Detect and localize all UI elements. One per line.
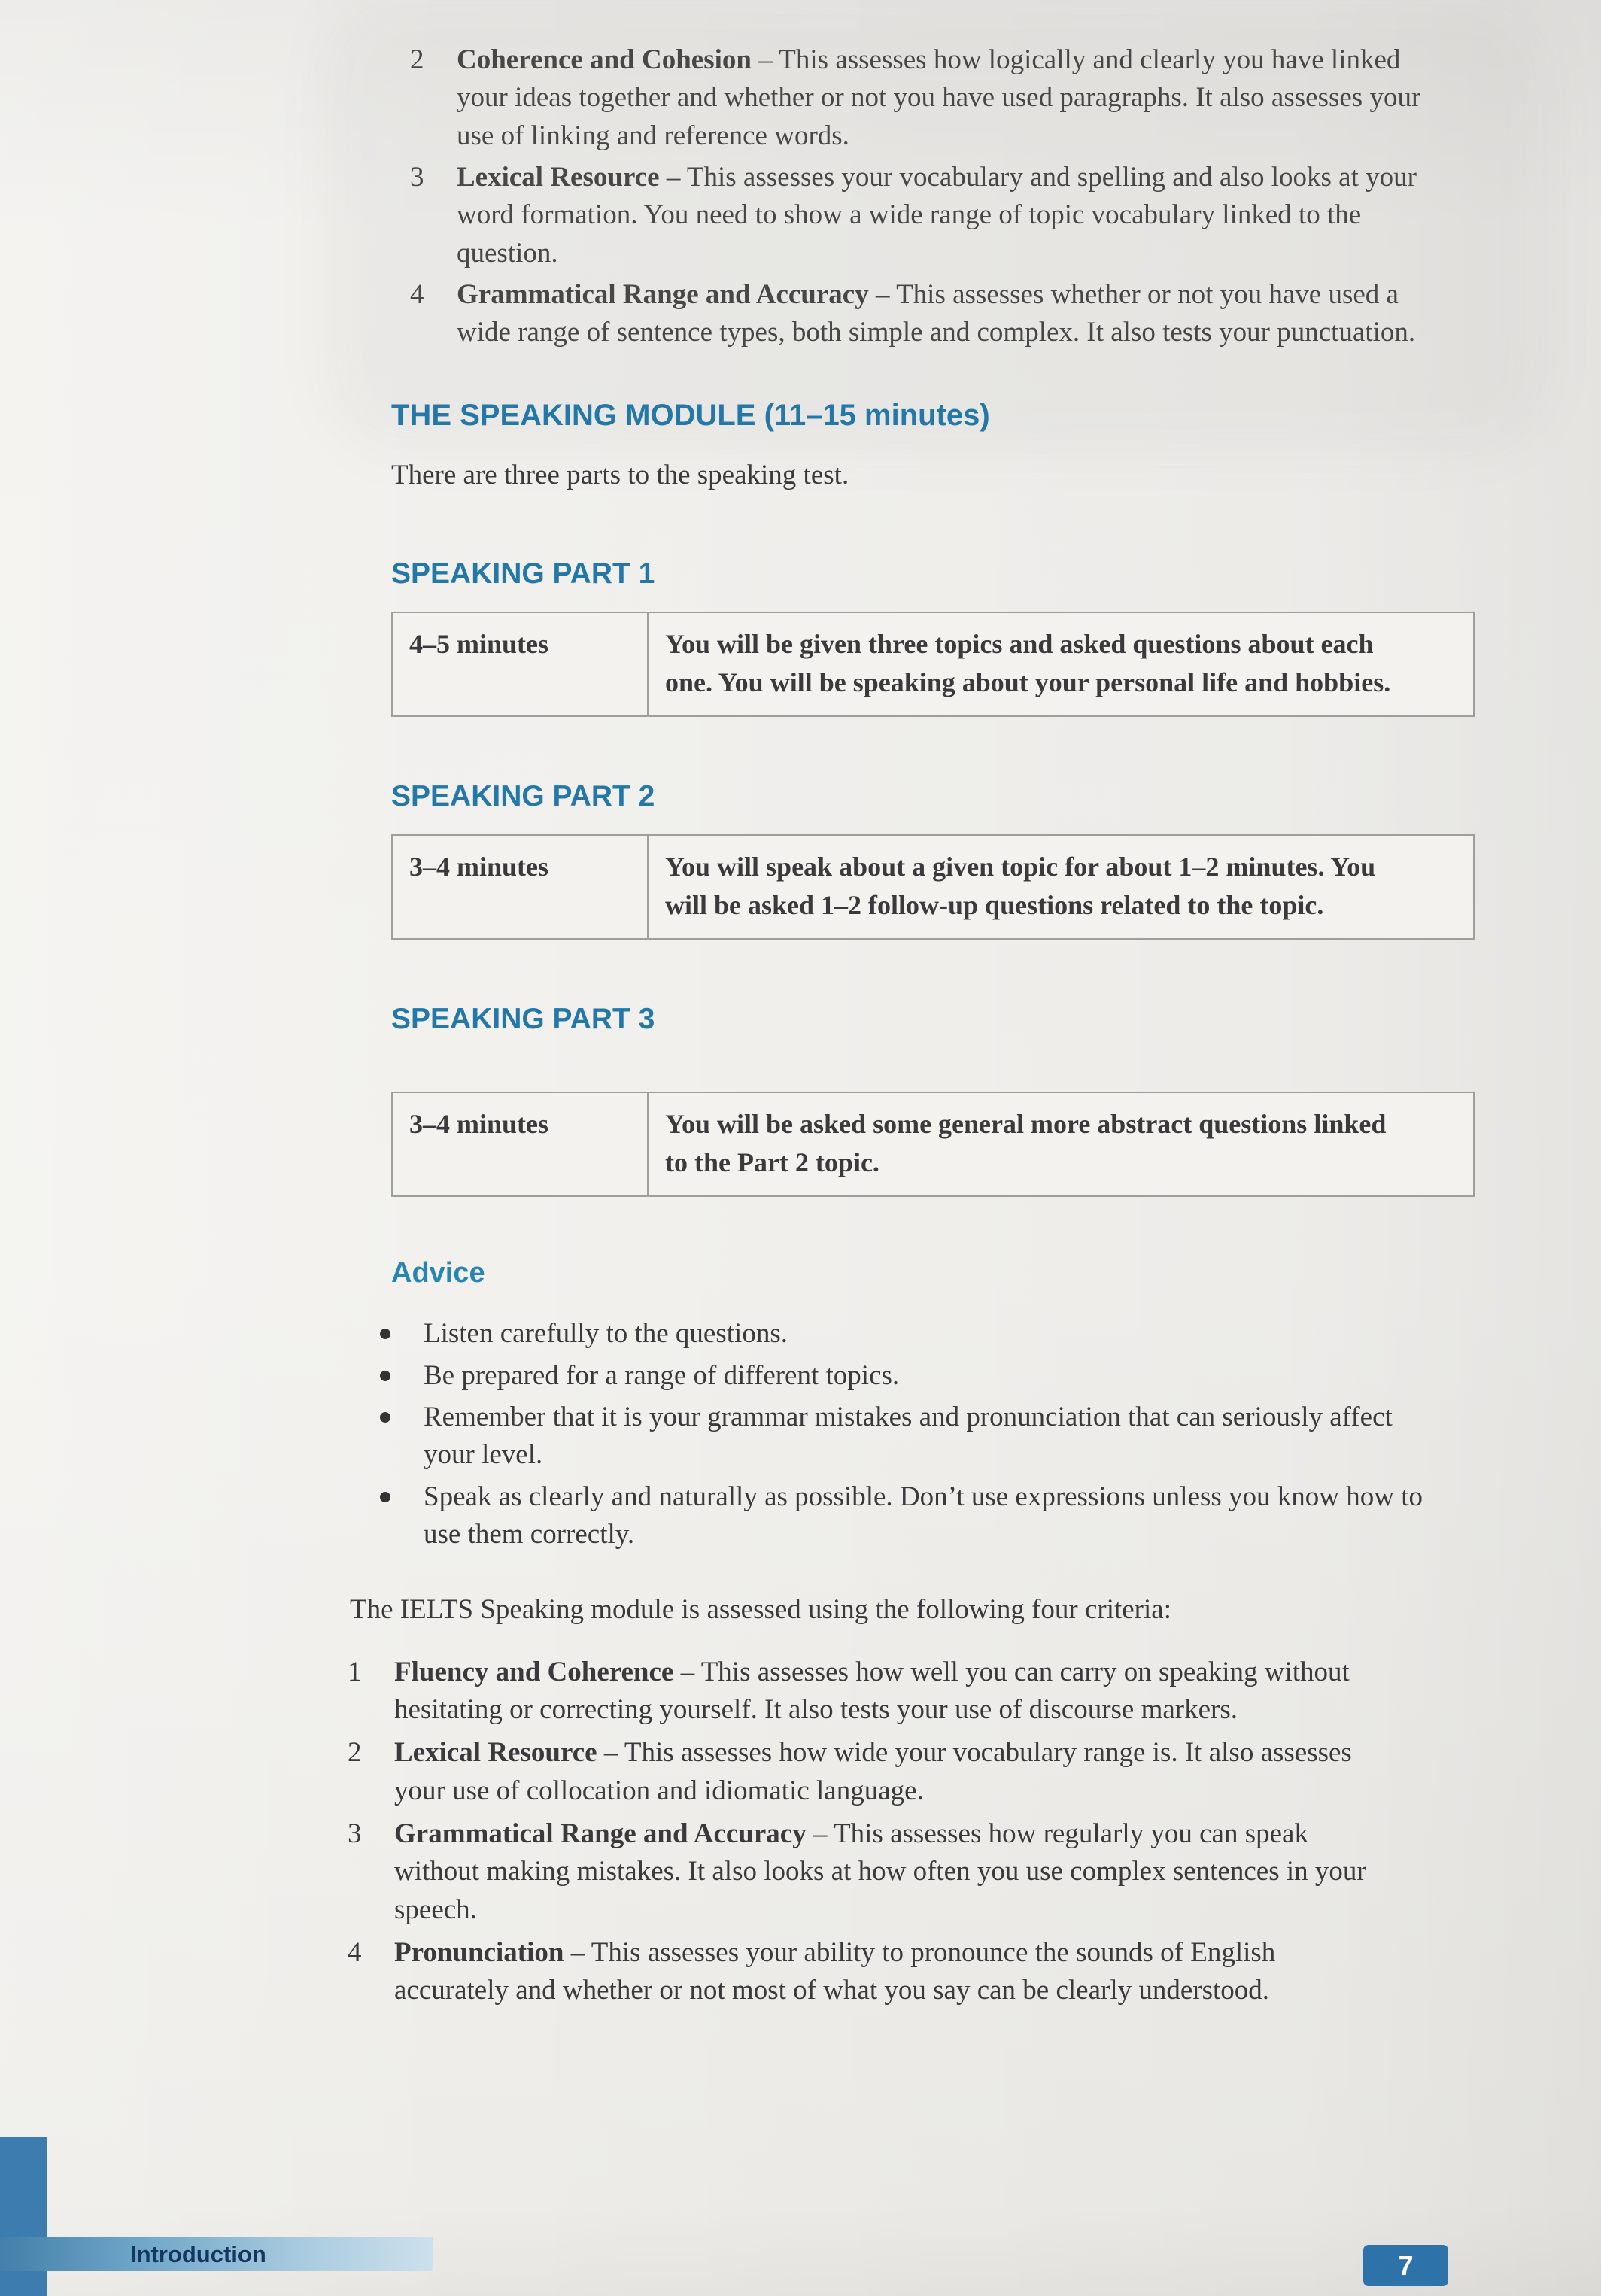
item-number: 2 [410, 44, 424, 75]
item-number: 4 [348, 1936, 362, 1968]
item-term: Fluency and Coherence [394, 1656, 674, 1687]
page-number: 7 [1398, 2249, 1414, 2281]
list-item [410, 276, 1477, 352]
advice-heading: Advice [391, 1257, 485, 1289]
item-number: 1 [348, 1656, 362, 1687]
page-edge-strip [0, 2137, 47, 2296]
item-term: Grammatical Range and Accuracy [394, 1818, 807, 1849]
bullet-icon [380, 1371, 390, 1381]
table-row [392, 1092, 1474, 1196]
speaking-part1-heading: SPEAKING PART 1 [391, 557, 655, 590]
list-item [380, 1478, 1477, 1554]
list-item [380, 1399, 1477, 1474]
list-item [380, 1357, 1477, 1395]
item-desc: – This assesses how logically and clearly you have linked your ideas together and whether or not you have used paragraphs. It also assesses your use of linking and reference words. [457, 44, 1421, 151]
bullet-icon [380, 1492, 390, 1502]
bullet-text: Remember that it is your grammar mistakes and pronunciation that can seriously affect your level. [424, 1402, 1393, 1471]
bullet-text: Be prepared for a range of different topics. [424, 1359, 900, 1391]
speaking-part1-table [391, 612, 1475, 717]
item-text [457, 276, 1457, 352]
speaking-part3-heading: SPEAKING PART 3 [391, 1003, 655, 1036]
speaking-criteria-list [348, 1654, 1477, 2010]
item-number: 3 [348, 1818, 362, 1849]
item-text [457, 159, 1457, 272]
list-item [348, 1734, 1477, 1810]
list-item [380, 1315, 1477, 1353]
item-text [394, 1654, 1395, 1730]
advice-list [380, 1315, 1477, 1553]
writing-criteria-list [410, 41, 1477, 352]
item-desc: – This assesses your ability to pronounce the sounds of English accurately and whether or not most of what you say can be clearly understood. [394, 1936, 1276, 2006]
speaking-part2-table [391, 834, 1475, 940]
footer-section-bar [0, 2237, 433, 2271]
description-text: You will be asked some general more abstract questions linked to the Part 2 topic. [665, 1109, 1387, 1178]
footer-section-label: Introduction [130, 2240, 266, 2267]
item-desc: – This assesses how well you can carry on speaking without hesitating or correcting yourself. It also tests your use of discourse markers. [394, 1656, 1350, 1725]
list-item [410, 41, 1477, 155]
item-desc: – This assesses how regularly you can speak without making mistakes. It also looks at how often you use complex sentences in your speech. [394, 1818, 1366, 1925]
item-number: 4 [410, 278, 424, 310]
item-term: Lexical Resource [457, 161, 660, 193]
item-number: 3 [410, 161, 424, 193]
item-desc: – This assesses your vocabulary and spelling and also looks at your word formation. You need to show a wide range of topic vocabulary linked to the question. [457, 161, 1417, 269]
speaking-module-heading: THE SPEAKING MODULE (11–15 minutes) [391, 398, 990, 432]
description-cell [648, 612, 1474, 716]
item-text [394, 1815, 1395, 1929]
item-term: Pronunciation [394, 1936, 564, 1968]
table-row [392, 612, 1474, 716]
duration-cell: 3–4 minutes [392, 1092, 648, 1196]
item-term: Grammatical Range and Accuracy [457, 278, 869, 310]
speaking-intro: There are three parts to the speaking test. [391, 459, 849, 490]
list-item [348, 1654, 1477, 1730]
bullet-icon [380, 1412, 390, 1423]
list-item [348, 1815, 1477, 1929]
item-desc: – This assesses how wide your vocabulary range is. It also assesses your use of collocation and idiomatic language. [394, 1737, 1352, 1806]
bullet-text: Listen carefully to the questions. [424, 1318, 788, 1350]
duration-cell: 4–5 minutes [392, 612, 648, 716]
page-number-badge [1363, 2245, 1448, 2286]
criteria-intro: The IELTS Speaking module is assessed using the following four criteria: [350, 1594, 1171, 1626]
item-number: 2 [348, 1737, 362, 1769]
duration-cell: 3–4 minutes [392, 835, 648, 939]
item-term: Coherence and Cohesion [457, 44, 752, 75]
item-term: Lexical Resource [394, 1737, 597, 1769]
description-text: You will speak about a given topic for about 1–2 minutes. You will be asked 1–2 follow-up questions related to the topic. [665, 852, 1376, 921]
list-item [410, 159, 1477, 272]
description-cell [648, 1092, 1474, 1196]
speaking-part2-heading: SPEAKING PART 2 [391, 780, 655, 813]
description-cell [648, 835, 1474, 939]
table-row [392, 835, 1474, 939]
list-item [348, 1934, 1477, 2010]
speaking-part3-table [391, 1092, 1475, 1197]
item-text [394, 1934, 1395, 2010]
description-text: You will be given three topics and asked questions about each one. You will be speaking about your personal life and hobbies. [665, 628, 1391, 697]
bullet-icon [380, 1329, 390, 1339]
page-content [348, 41, 1477, 2015]
item-text [457, 41, 1457, 155]
item-text [394, 1734, 1395, 1810]
item-desc: – This assesses whether or not you have used a wide range of sentence types, both simple and complex. It also tests your punctuation. [457, 278, 1416, 348]
bullet-text: Speak as clearly and naturally as possible. Don’t use expressions unless you know how to use them correctly. [424, 1481, 1423, 1550]
